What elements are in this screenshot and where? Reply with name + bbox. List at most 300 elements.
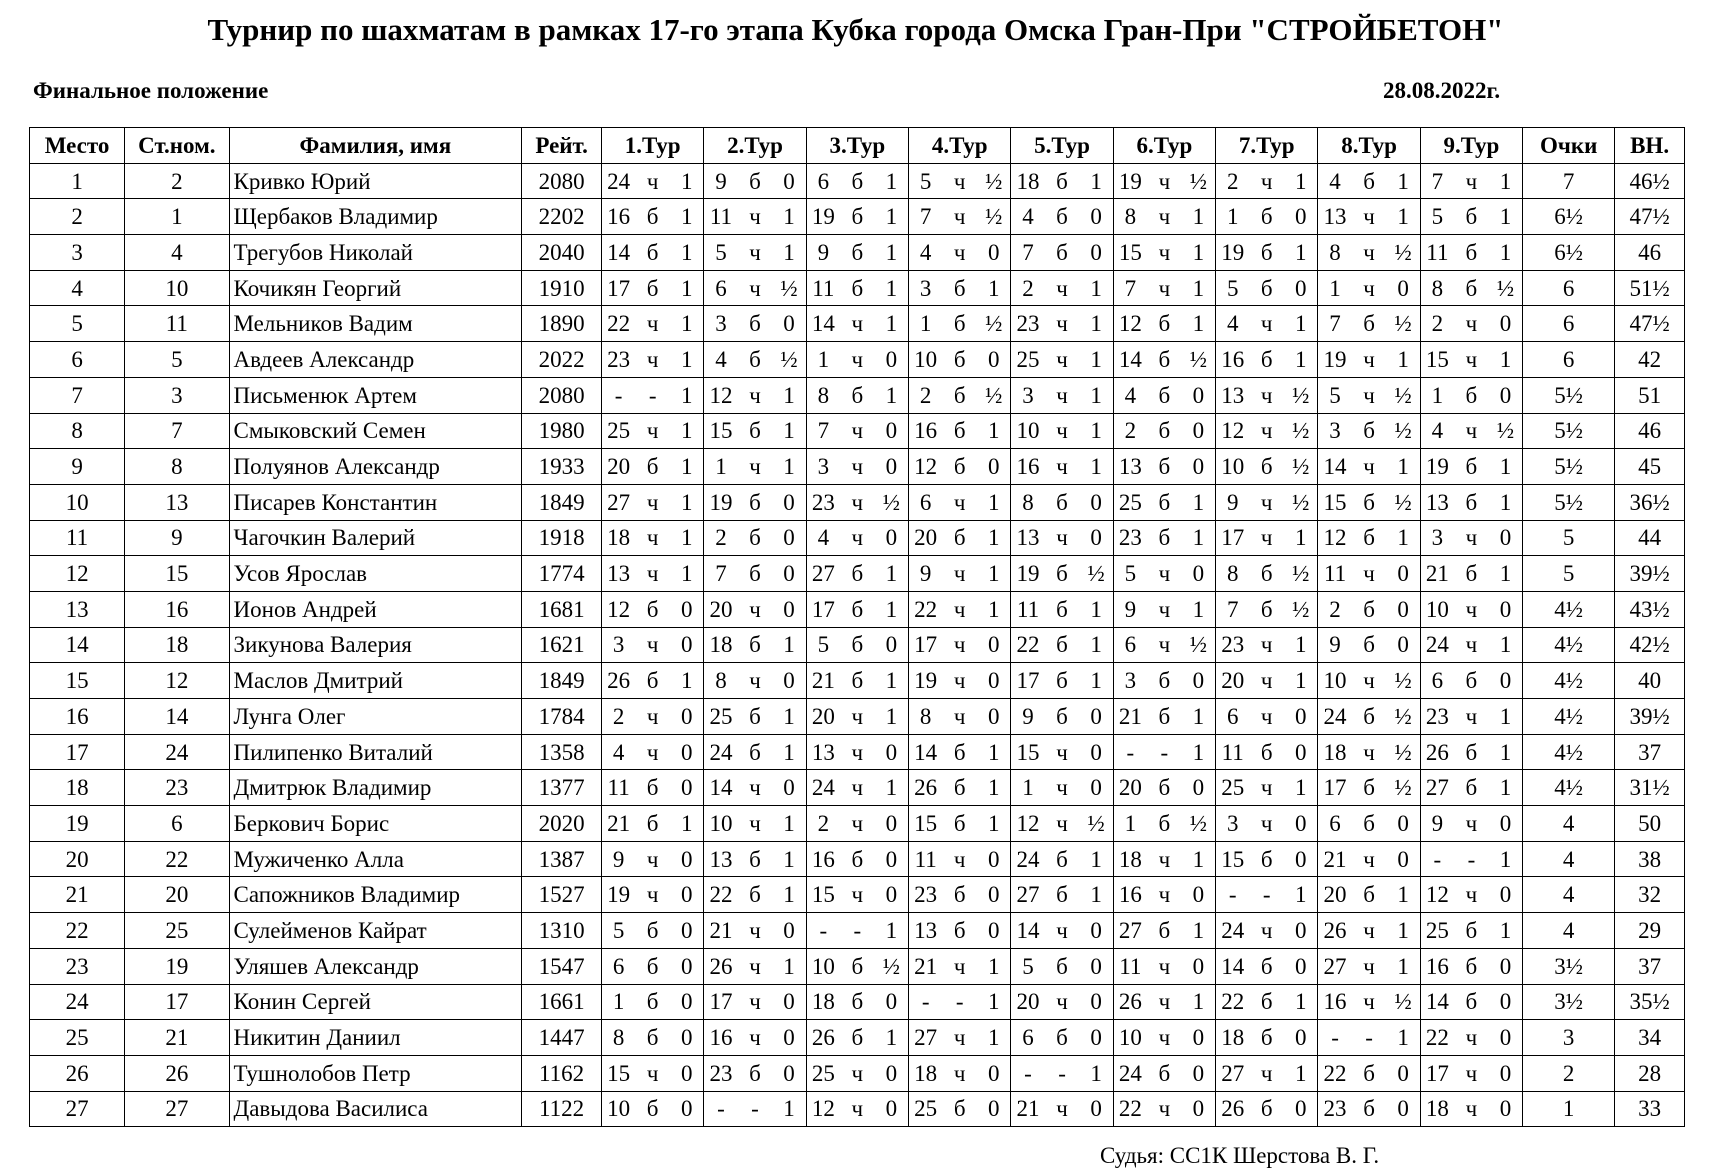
table-row [30, 841, 1685, 877]
color-cell: ч [1045, 306, 1080, 342]
start-number-cell: 4 [125, 235, 229, 271]
color-cell: ч [1352, 734, 1387, 770]
color-cell: ч [942, 556, 977, 592]
result-cell: 0 [977, 235, 1011, 271]
color-cell: б [942, 770, 977, 806]
opponent-cell: 21 [602, 806, 636, 842]
color-cell: ч [942, 199, 977, 235]
result-cell: 1 [772, 199, 806, 235]
rating-cell: 2080 [522, 377, 602, 413]
opponent-cell: 12 [1011, 806, 1045, 842]
place-cell: 22 [30, 913, 125, 949]
color-cell: ч [1454, 1020, 1489, 1056]
opponent-cell: 1 [1011, 770, 1045, 806]
color-cell: б [840, 663, 875, 699]
result-cell: 0 [772, 984, 806, 1020]
result-cell: 1 [1079, 841, 1113, 877]
rating-cell: 1784 [522, 699, 602, 735]
result-cell: ½ [1386, 699, 1420, 735]
result-cell: 1 [670, 449, 704, 485]
opponent-cell: 9 [1113, 591, 1147, 627]
points-cell: 4½ [1523, 663, 1615, 699]
opponent-cell: - [1420, 841, 1454, 877]
color-cell: б [1352, 1091, 1387, 1127]
result-cell: 0 [1489, 1091, 1523, 1127]
result-cell: 0 [1182, 413, 1216, 449]
header-round-1: 1.Тур [602, 128, 704, 164]
opponent-cell: 9 [1420, 806, 1454, 842]
table-row [30, 306, 1685, 342]
color-cell: б [738, 556, 773, 592]
color-cell: б [1147, 699, 1182, 735]
opponent-cell: 10 [909, 342, 943, 378]
place-cell: 15 [30, 663, 125, 699]
result-cell: 0 [1079, 235, 1113, 271]
color-cell: ч [738, 663, 773, 699]
result-cell: 1 [875, 235, 909, 271]
result-cell: 1 [1489, 913, 1523, 949]
result-cell: ½ [977, 377, 1011, 413]
result-cell: 1 [1182, 591, 1216, 627]
color-cell: ч [840, 806, 875, 842]
opponent-cell: 7 [1420, 163, 1454, 199]
opponent-cell: 8 [1216, 556, 1250, 592]
result-cell: 0 [772, 306, 806, 342]
color-cell: ч [840, 520, 875, 556]
color-cell: б [635, 591, 670, 627]
opponent-cell: 21 [704, 913, 738, 949]
result-cell: 1 [1489, 841, 1523, 877]
color-cell: ч [1147, 270, 1182, 306]
opponent-cell: 1 [602, 984, 636, 1020]
opponent-cell: 2 [909, 377, 943, 413]
result-cell: 1 [670, 520, 704, 556]
color-cell: б [1352, 877, 1387, 913]
color-cell: - [840, 913, 875, 949]
color-cell: б [1147, 484, 1182, 520]
result-cell: 0 [670, 984, 704, 1020]
result-cell: 0 [875, 984, 909, 1020]
result-cell: 1 [1182, 270, 1216, 306]
result-cell: ½ [1386, 484, 1420, 520]
opponent-cell: 24 [1011, 841, 1045, 877]
color-cell: б [1352, 591, 1387, 627]
result-cell: 1 [1386, 1020, 1420, 1056]
opponent-cell: 9 [1216, 484, 1250, 520]
buchholz-cell: 46 [1615, 413, 1685, 449]
color-cell: ч [1454, 1055, 1489, 1091]
color-cell: ч [942, 163, 977, 199]
opponent-cell: 3 [602, 627, 636, 663]
opponent-cell: 23 [1318, 1091, 1352, 1127]
result-cell: 1 [1079, 1055, 1113, 1091]
opponent-cell: 3 [704, 306, 738, 342]
opponent-cell: 14 [909, 734, 943, 770]
result-cell: 1 [772, 627, 806, 663]
opponent-cell: 14 [1216, 948, 1250, 984]
result-cell: 1 [1079, 413, 1113, 449]
opponent-cell: 1 [1113, 806, 1147, 842]
place-cell: 17 [30, 734, 125, 770]
color-cell: ч [1454, 806, 1489, 842]
player-name-cell: Никитин Даниил [229, 1020, 522, 1056]
color-cell: ч [1352, 556, 1387, 592]
buchholz-cell: 42½ [1615, 627, 1685, 663]
color-cell: ч [1045, 770, 1080, 806]
color-cell: ч [1045, 1091, 1080, 1127]
color-cell: б [738, 163, 773, 199]
rating-cell: 1933 [522, 449, 602, 485]
opponent-cell: 24 [806, 770, 840, 806]
color-cell: б [1147, 663, 1182, 699]
opponent-cell: 18 [806, 984, 840, 1020]
color-cell: ч [1147, 1020, 1182, 1056]
opponent-cell: 16 [1011, 449, 1045, 485]
header-round-2: 2.Тур [704, 128, 806, 164]
color-cell: б [1352, 1055, 1387, 1091]
result-cell: 1 [772, 841, 806, 877]
opponent-cell: 25 [704, 699, 738, 735]
result-cell: 0 [1079, 770, 1113, 806]
result-cell: 0 [977, 699, 1011, 735]
opponent-cell: 10 [602, 1091, 636, 1127]
opponent-cell: 17 [909, 627, 943, 663]
color-cell: б [1147, 449, 1182, 485]
result-cell: 0 [1284, 270, 1318, 306]
color-cell: б [1147, 1055, 1182, 1091]
header-name: Фамилия, имя [229, 128, 522, 164]
opponent-cell: 11 [1420, 235, 1454, 271]
result-cell: 0 [1182, 377, 1216, 413]
color-cell: ч [1454, 1091, 1489, 1127]
color-cell: - [1147, 734, 1182, 770]
result-cell: 0 [670, 591, 704, 627]
table-row [30, 663, 1685, 699]
result-cell: 1 [1489, 449, 1523, 485]
opponent-cell: 27 [1011, 877, 1045, 913]
color-cell: ч [1147, 235, 1182, 271]
color-cell: ч [1045, 734, 1080, 770]
result-cell: 1 [1284, 663, 1318, 699]
color-cell: б [1249, 556, 1284, 592]
result-cell: 1 [1489, 699, 1523, 735]
opponent-cell: 1 [806, 342, 840, 378]
opponent-cell: 21 [1318, 841, 1352, 877]
color-cell: б [1352, 163, 1387, 199]
opponent-cell: 8 [1113, 199, 1147, 235]
color-cell: б [942, 342, 977, 378]
color-cell: ч [1249, 913, 1284, 949]
opponent-cell: 22 [909, 591, 943, 627]
opponent-cell: 6 [602, 948, 636, 984]
points-cell: 4½ [1523, 627, 1615, 663]
result-cell: ½ [977, 306, 1011, 342]
place-cell: 6 [30, 342, 125, 378]
color-cell: б [840, 627, 875, 663]
result-cell: 0 [1284, 948, 1318, 984]
opponent-cell: 21 [1420, 556, 1454, 592]
opponent-cell: - [1011, 1055, 1045, 1091]
color-cell: ч [840, 413, 875, 449]
result-cell: 1 [670, 163, 704, 199]
color-cell: ч [738, 984, 773, 1020]
result-cell: 1 [875, 1020, 909, 1056]
result-cell: 1 [875, 591, 909, 627]
color-cell: ч [1454, 627, 1489, 663]
table-row [30, 520, 1685, 556]
place-cell: 10 [30, 484, 125, 520]
opponent-cell: 3 [1113, 663, 1147, 699]
result-cell: 1 [1079, 877, 1113, 913]
result-cell: 1 [1079, 663, 1113, 699]
rating-cell: 1849 [522, 663, 602, 699]
opponent-cell: 26 [1420, 734, 1454, 770]
result-cell: ½ [1182, 342, 1216, 378]
opponent-cell: 22 [1318, 1055, 1352, 1091]
result-cell: 1 [670, 484, 704, 520]
table-row [30, 484, 1685, 520]
result-cell: 1 [977, 556, 1011, 592]
result-cell: 1 [977, 948, 1011, 984]
opponent-cell: 1 [1420, 377, 1454, 413]
points-cell: 4 [1523, 806, 1615, 842]
player-name-cell: Мужиченко Алла [229, 841, 522, 877]
result-cell: 0 [875, 877, 909, 913]
result-cell: 1 [670, 806, 704, 842]
rating-cell: 1910 [522, 270, 602, 306]
header-round-4: 4.Тур [909, 128, 1011, 164]
color-cell: б [1454, 199, 1489, 235]
opponent-cell: 2 [1113, 413, 1147, 449]
opponent-cell: 1 [909, 306, 943, 342]
table-row [30, 770, 1685, 806]
opponent-cell: 15 [1318, 484, 1352, 520]
result-cell: 0 [1079, 948, 1113, 984]
color-cell: б [1045, 1020, 1080, 1056]
standings-subtitle: Финальное положение [33, 78, 269, 103]
result-cell: 0 [1182, 948, 1216, 984]
color-cell: б [738, 520, 773, 556]
opponent-cell: 16 [704, 1020, 738, 1056]
color-cell: ч [1249, 377, 1284, 413]
color-cell: б [635, 1020, 670, 1056]
color-cell: ч [1454, 877, 1489, 913]
table-row [30, 1055, 1685, 1091]
color-cell: б [1352, 770, 1387, 806]
color-cell: ч [635, 520, 670, 556]
opponent-cell: 21 [1113, 699, 1147, 735]
color-cell: ч [738, 591, 773, 627]
header-round-3: 3.Тур [806, 128, 908, 164]
buchholz-cell: 28 [1615, 1055, 1685, 1091]
table-row [30, 163, 1685, 199]
player-name-cell: Усов Ярослав [229, 556, 522, 592]
color-cell: б [840, 841, 875, 877]
points-cell: 4½ [1523, 591, 1615, 627]
color-cell: ч [1045, 520, 1080, 556]
opponent-cell: 8 [1420, 270, 1454, 306]
color-cell: б [840, 556, 875, 592]
color-cell: ч [942, 841, 977, 877]
result-cell: 0 [1489, 1020, 1523, 1056]
table-row [30, 984, 1685, 1020]
table-row [30, 734, 1685, 770]
color-cell: ч [840, 306, 875, 342]
color-cell: ч [1352, 377, 1387, 413]
result-cell: ½ [1489, 413, 1523, 449]
result-cell: 1 [977, 591, 1011, 627]
opponent-cell: 19 [1216, 235, 1250, 271]
color-cell: б [840, 199, 875, 235]
result-cell: 0 [670, 1020, 704, 1056]
start-number-cell: 2 [125, 163, 229, 199]
start-number-cell: 24 [125, 734, 229, 770]
opponent-cell: 24 [1318, 699, 1352, 735]
opponent-cell: 17 [602, 270, 636, 306]
color-cell: б [1454, 270, 1489, 306]
color-cell: ч [738, 806, 773, 842]
color-cell: б [1249, 734, 1284, 770]
opponent-cell: 7 [806, 413, 840, 449]
opponent-cell: 11 [1011, 591, 1045, 627]
opponent-cell: 11 [1318, 556, 1352, 592]
result-cell: 1 [875, 663, 909, 699]
place-cell: 9 [30, 449, 125, 485]
color-cell: б [738, 484, 773, 520]
result-cell: 0 [1386, 1055, 1420, 1091]
opponent-cell: 8 [1318, 235, 1352, 271]
opponent-cell: 12 [1113, 306, 1147, 342]
result-cell: 0 [875, 449, 909, 485]
table-row [30, 377, 1685, 413]
points-cell: 5½ [1523, 484, 1615, 520]
color-cell: б [738, 734, 773, 770]
place-cell: 14 [30, 627, 125, 663]
opponent-cell: 2 [1011, 270, 1045, 306]
result-cell: 0 [1284, 913, 1318, 949]
color-cell: б [1045, 556, 1080, 592]
result-cell: 1 [1284, 163, 1318, 199]
opponent-cell: 5 [1113, 556, 1147, 592]
color-cell: - [1045, 1055, 1080, 1091]
opponent-cell: 15 [1011, 734, 1045, 770]
player-name-cell: Смыковский Семен [229, 413, 522, 449]
result-cell: 0 [1284, 1020, 1318, 1056]
color-cell: - [1454, 841, 1489, 877]
result-cell: 1 [1489, 627, 1523, 663]
opponent-cell: 6 [1113, 627, 1147, 663]
color-cell: ч [942, 484, 977, 520]
opponent-cell: 25 [1113, 484, 1147, 520]
result-cell: 1 [670, 377, 704, 413]
player-name-cell: Уляшев Александр [229, 948, 522, 984]
opponent-cell: 13 [1318, 199, 1352, 235]
result-cell: 0 [1386, 627, 1420, 663]
opponent-cell: 2 [1420, 306, 1454, 342]
result-cell: 0 [772, 520, 806, 556]
opponent-cell: 3 [1318, 413, 1352, 449]
opponent-cell: 14 [704, 770, 738, 806]
color-cell: ч [840, 484, 875, 520]
opponent-cell: 13 [909, 913, 943, 949]
opponent-cell: 26 [602, 663, 636, 699]
start-number-cell: 17 [125, 984, 229, 1020]
opponent-cell: 7 [1011, 235, 1045, 271]
result-cell: 1 [772, 413, 806, 449]
result-cell: ½ [1182, 627, 1216, 663]
opponent-cell: 11 [704, 199, 738, 235]
opponent-cell: 7 [1216, 591, 1250, 627]
opponent-cell: 11 [1113, 948, 1147, 984]
points-cell: 5½ [1523, 413, 1615, 449]
color-cell: б [635, 199, 670, 235]
color-cell: б [1045, 235, 1080, 271]
place-cell: 24 [30, 984, 125, 1020]
result-cell: 0 [875, 841, 909, 877]
table-row [30, 413, 1685, 449]
color-cell: ч [1045, 984, 1080, 1020]
opponent-cell: 5 [602, 913, 636, 949]
opponent-cell: 19 [1318, 342, 1352, 378]
opponent-cell: 3 [1011, 377, 1045, 413]
result-cell: ½ [1386, 235, 1420, 271]
opponent-cell: 20 [806, 699, 840, 735]
color-cell: ч [840, 1055, 875, 1091]
start-number-cell: 15 [125, 556, 229, 592]
place-cell: 8 [30, 413, 125, 449]
result-cell: 0 [977, 1055, 1011, 1091]
result-cell: 0 [1386, 806, 1420, 842]
color-cell: б [1045, 591, 1080, 627]
opponent-cell: 25 [1216, 770, 1250, 806]
opponent-cell: 15 [909, 806, 943, 842]
result-cell: 0 [1182, 770, 1216, 806]
opponent-cell: 4 [1113, 377, 1147, 413]
result-cell: 1 [1079, 163, 1113, 199]
rating-cell: 1122 [522, 1091, 602, 1127]
player-name-cell: Сапожников Владимир [229, 877, 522, 913]
rating-cell: 1547 [522, 948, 602, 984]
place-cell: 7 [30, 377, 125, 413]
result-cell: 0 [670, 1091, 704, 1127]
result-cell: 1 [772, 699, 806, 735]
points-cell: 5 [1523, 520, 1615, 556]
result-cell: ½ [977, 163, 1011, 199]
standings-body [30, 163, 1685, 1127]
result-cell: ½ [772, 342, 806, 378]
color-cell: б [942, 449, 977, 485]
player-name-cell: Авдеев Александр [229, 342, 522, 378]
color-cell: б [1045, 163, 1080, 199]
rating-cell: 2080 [522, 163, 602, 199]
opponent-cell: 6 [1216, 699, 1250, 735]
result-cell: ½ [1284, 556, 1318, 592]
opponent-cell: 20 [1113, 770, 1147, 806]
result-cell: 0 [1079, 484, 1113, 520]
color-cell: б [942, 806, 977, 842]
result-cell: 1 [1386, 449, 1420, 485]
color-cell: б [738, 627, 773, 663]
color-cell: ч [1249, 484, 1284, 520]
color-cell: б [942, 270, 977, 306]
opponent-cell: 16 [1318, 984, 1352, 1020]
place-cell: 20 [30, 841, 125, 877]
color-cell: б [635, 948, 670, 984]
color-cell: ч [1454, 699, 1489, 735]
opponent-cell: 9 [602, 841, 636, 877]
color-cell: - [942, 984, 977, 1020]
opponent-cell: - [909, 984, 943, 1020]
